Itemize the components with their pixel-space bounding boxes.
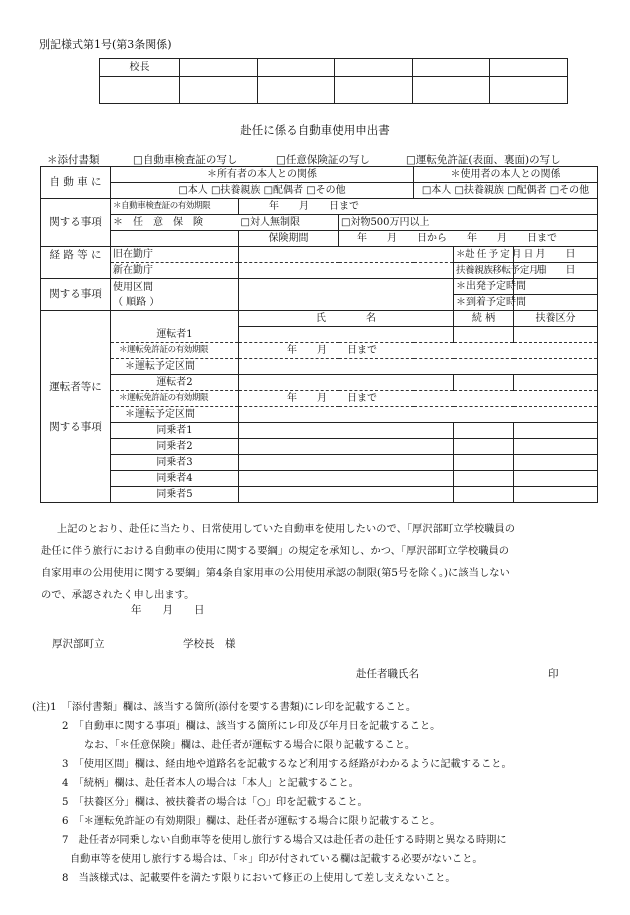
note-7-cont: 自動車等を使用し旅行する場合は、「＊」印が付されている欄は記載する必要がないこと。 [70,854,483,865]
passenger1-dependent-field[interactable] [514,423,598,439]
usage-section-field[interactable] [239,279,454,311]
insurance-period-label: 保険期間 [239,231,339,247]
attachments-label: ＊添付書類 [47,154,100,166]
note-5: 5 「扶養区分」欄は、被扶養者の場合は「○」印を記載すること。 [62,797,368,808]
passenger1-relation-field[interactable] [454,423,514,439]
passenger2-label: 同乗者2 [111,439,239,455]
departure-time-field[interactable] [514,279,598,295]
seal-mark: 印 [548,668,559,680]
note-6: 6 「＊運転免許証の有効期限」欄は、赴任者が運転する場合に限り記載すること。 [62,816,441,827]
arrival-time-label: ＊到着予定時間 [454,295,514,311]
user-relation-label: ＊使用者の本人との関係 [414,167,598,183]
driver1-license-field[interactable]: 年 月 日まで [239,343,598,359]
note-3: 3 「使用区間」欄は、経由地や道路名を記載するなど利用する経路がわかるように記載すること。 [62,759,512,770]
passenger4-name-field[interactable] [239,471,454,487]
driver1-relation-field[interactable] [454,327,514,343]
body-line-2: 赴任に伴う旅行における自動車の使用に関する要綱」の規定を承知し、かつ、「厚沢部町立学校職員の [41,545,510,557]
col-relation-header: 続 柄 [454,311,514,327]
user-relation-options[interactable]: □本人 □扶養親族 □配偶者 □その他 [414,183,598,199]
driver1-dependent-field[interactable] [514,327,598,343]
note-1: (注)1 「添付書類」欄は、該当する箇所(添付を要する書類)にレ印を記載すること。 [32,702,417,713]
driver2-segment-field[interactable] [239,407,598,423]
family-move-date-label: 扶養親族移転予定月日 [454,263,514,279]
passenger5-label: 同乗者5 [111,487,239,503]
passenger3-label: 同乗者3 [111,455,239,471]
arrival-date-field[interactable]: 月 日 [514,247,598,263]
passenger3-relation-field[interactable] [454,455,514,471]
attachment-license[interactable]: □運転免許証(表面、裏面)の写し [406,154,561,166]
application-date[interactable]: 年 月 日 [131,604,205,616]
driver2-relation-field[interactable] [454,375,514,391]
passenger4-label: 同乗者4 [111,471,239,487]
former-office-label: 旧在勤庁 [111,247,239,263]
passenger3-dependent-field[interactable] [514,455,598,471]
passenger2-name-field[interactable] [239,439,454,455]
page-title: 赴任に係る自動車使用申出書 [240,123,390,137]
passenger5-dependent-field[interactable] [514,487,598,503]
note-4: 4 「続柄」欄は、赴任者本人の場合は「本人」と記載すること。 [62,778,359,789]
driver1-segment-field[interactable] [239,359,598,375]
note-2-cont: なお、「＊任意保険」欄は、赴任者が運転する場合に限り記載すること。 [84,740,416,751]
route-section-label-2: 関する事項 [41,279,111,311]
application-table [40,166,598,503]
driver2-dependent-field[interactable] [514,375,598,391]
new-office-label: 新在勤庁 [111,263,239,279]
form-number: 別記様式第1号(第3条関係) [39,38,172,51]
driver1-license-label: ＊運転免許証の有効期限 [111,343,239,359]
principal-label: 校長 [100,59,180,77]
usage-section-label: 使用区間 （ 順路 ） [111,279,239,311]
route-section-label: 経 路 等 に [41,247,111,279]
insurance-label: ＊ 任 意 保 険 [111,215,239,231]
passenger1-label: 同乗者1 [111,423,239,439]
driver1-name-field[interactable] [239,327,454,343]
col-name-header: 氏 名 [239,311,454,327]
passenger1-name-field[interactable] [239,423,454,439]
body-line-3: 自家用車の公用使用に関する要綱」第4条自家用車の公用使用承認の制限(第5号を除く。)に該当しない [41,567,510,579]
attachment-vehicle-inspection[interactable]: □自動車検査証の写し [133,154,238,166]
driver2-segment-label: ＊運転予定区間 [111,407,239,423]
body-line-1: 上記のとおり、赴任に当たり、日常使用していた自動車を使用したいので、「厚沢部町立学校職員の [57,523,516,535]
vehicle-section-label: 自 動 車 に [41,167,111,199]
arrival-time-field[interactable] [514,295,598,311]
principal-approval-box [99,58,568,104]
note-8: 8 当該様式は、記載要件を満たす限りにおいて修正の上使用して差し支えないこと。 [62,873,456,884]
inspection-expiry-field[interactable]: 年 月 日まで [239,199,598,215]
note-7: 7 赴任者が同乗しない自動車等を使用し旅行する場合又は赴任者の赴任する時期と異なる時期に [62,835,507,846]
inspection-expiry-label: ＊自動車検査証の有効期限 [111,199,239,215]
passenger2-dependent-field[interactable] [514,439,598,455]
driver1-label: 運転者1 [111,327,239,343]
driver2-license-label: ＊運転免許証の有効期限 [111,391,239,407]
addressee-school: 厚沢部町立 [52,638,105,650]
passenger3-name-field[interactable] [239,455,454,471]
passenger4-relation-field[interactable] [454,471,514,487]
body-line-4: ので、承認されたく申し出ます。 [41,589,195,601]
insurance-period-field[interactable]: 年 月 日から 年 月 日まで [339,231,598,247]
note-2: 2 「自動車に関する事項」欄は、該当する箇所にレ印及び年月日を記載すること。 [62,721,441,732]
passenger5-relation-field[interactable] [454,487,514,503]
insurance-person-option[interactable]: □対人無制限 [239,215,339,231]
vehicle-section-label-2: 関する事項 [41,199,111,247]
passenger2-relation-field[interactable] [454,439,514,455]
driver1-segment-label: ＊運転予定区間 [111,359,239,375]
driver2-label: 運転者2 [111,375,239,391]
addressee-principal: 学校長 様 [183,638,236,650]
passenger4-dependent-field[interactable] [514,471,598,487]
attachment-insurance[interactable]: □任意保険証の写し [276,154,370,166]
driver2-name-field[interactable] [239,375,454,391]
family-move-date-field[interactable]: 月 日 [514,263,598,279]
owner-relation-label: ＊所有者の本人との関係 [111,167,414,183]
departure-time-label: ＊出発予定時間 [454,279,514,295]
col-dependent-header: 扶養区分 [514,311,598,327]
applicant-name-label: 赴任者職氏名 [356,668,419,680]
former-office-field[interactable] [239,247,454,263]
owner-relation-options[interactable]: □本人 □扶養親族 □配偶者 □その他 [111,183,414,199]
insurance-property-option[interactable]: □対物500万円以上 [339,215,598,231]
passenger5-name-field[interactable] [239,487,454,503]
drivers-section-label: 運転者等に 関する事項 [41,311,111,503]
arrival-date-label: ＊赴 任 予 定 月 日 [454,247,514,263]
new-office-field[interactable] [239,263,454,279]
driver2-license-field[interactable]: 年 月 日まで [239,391,598,407]
